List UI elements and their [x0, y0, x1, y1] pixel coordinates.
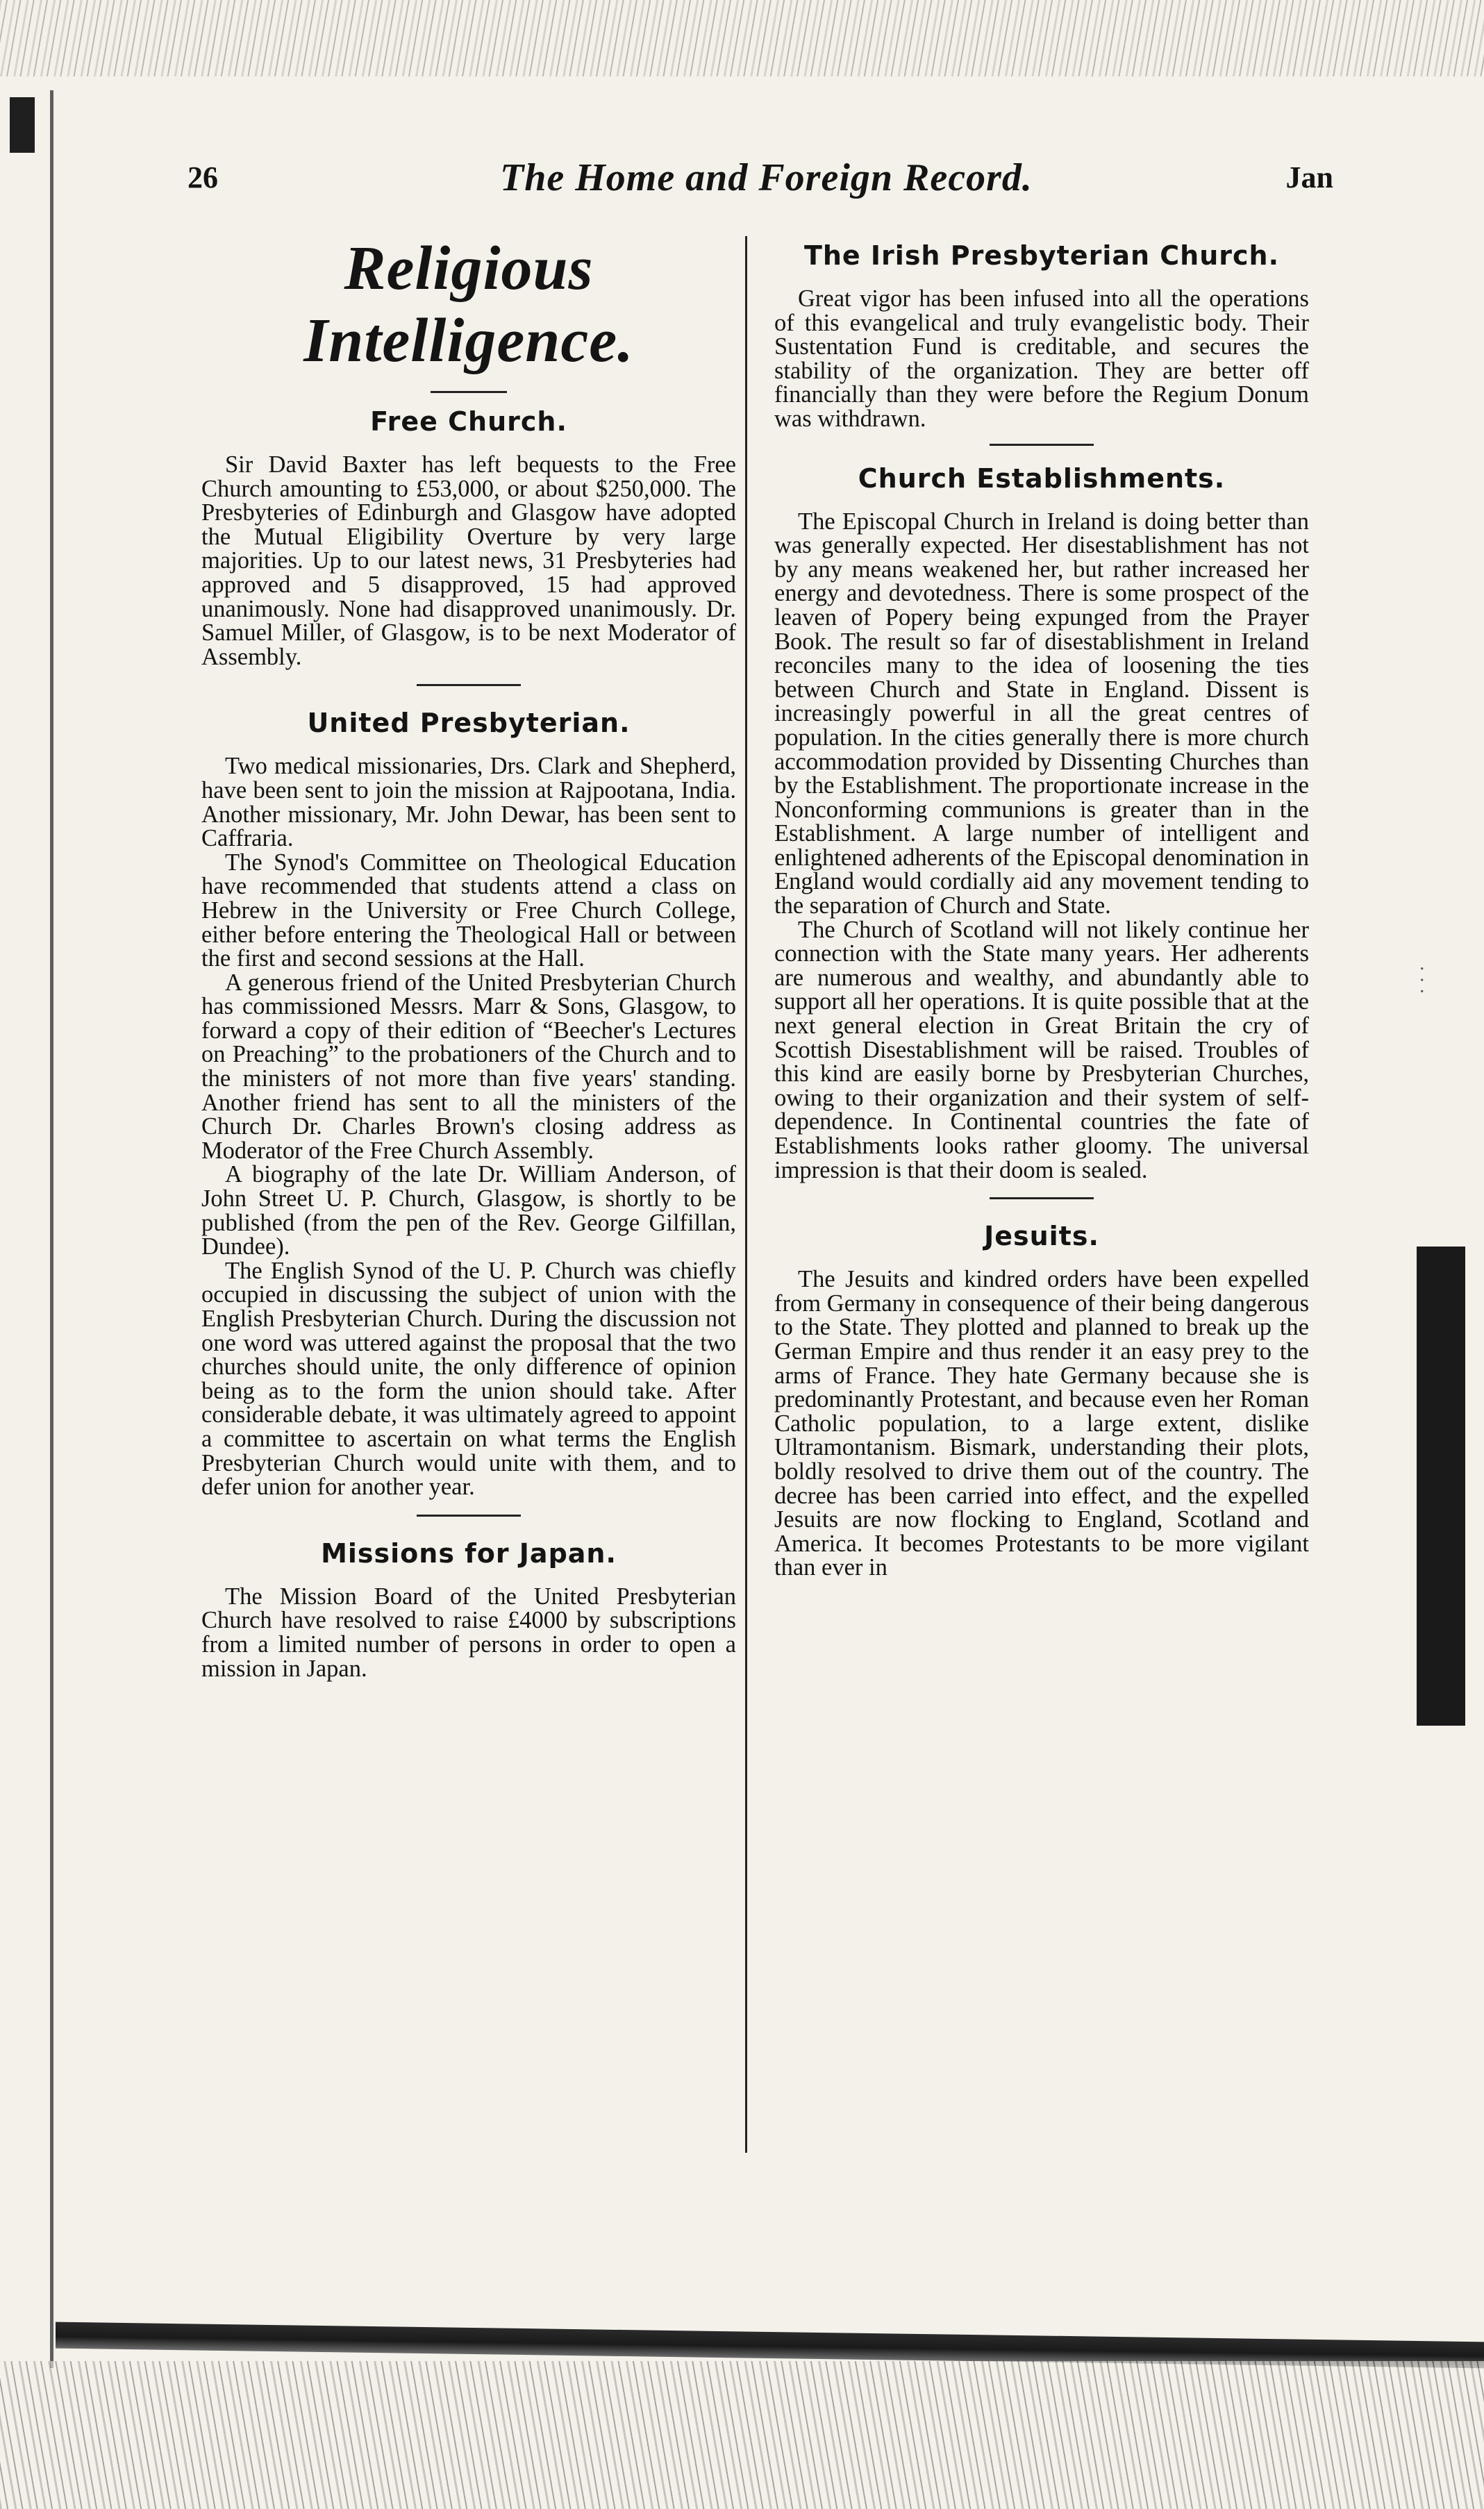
paragraph: Two medical missionaries, Drs. Clark and Shepherd, have been sent to join the mission at Rajpootana, India. Another missionary, Mr. John Dewar, has been sent to Caffraria.	[201, 753, 736, 852]
section-divider	[417, 1515, 521, 1517]
main-heading: Religious Intelligence.	[303, 234, 634, 375]
issue-month: Jan	[1285, 160, 1333, 194]
right-column	[774, 240, 1309, 1580]
paragraph: The Church of Scotland will not likely continue her connection with the State many years. Her adherents are numerous and wealthy, and abundantly able to support all her operations. It is quite possible that at the next general election in Great Britain the cry of Scottish Disestablishment will be raised. Troubles of this kind are easily borne by Presbyterian Churches, owing to their organization and their system of self-dependence. In Continental countries the fate of Establishments looks rather gloomy. The universal impression is that their doom is sealed.	[774, 916, 1309, 1183]
paragraph: The Mission Board of the United Presbyterian Church have resolved to raise £4000 by subscriptions from a limited number of persons in order to open a mission in Japan.	[201, 1583, 736, 1682]
section-divider	[417, 684, 521, 686]
section-heading: Missions for Japan.	[321, 1537, 617, 1569]
paragraph: The Episcopal Church in Ireland is doing better than was generally expected. Her disestablishment has not by any means weakened her, but rather increased her energy and devotedness. There is some prospect of the leaven of Popery being expunged from the Prayer Book. The result so far of disestablishment in Ireland reconciles many to the idea of loosening the ties between Church and State in England. Dissent is increasingly powerful in all the great centres of population. In the cities generally there is more church accommodation provided by Dissenting Churches than by the Establishment. The proportionate increase in the Nonconforming communions is greater than in the Establishment. A large number of intelligent and enlightened adherents of the Episcopal denomination in England would cordially aid any movement tending to the separation of Church and State.	[774, 508, 1309, 919]
section-heading: Jesuits.	[984, 1221, 1099, 1252]
section-heading: United Presbyterian.	[307, 708, 631, 739]
paragraph: The Synod's Committee on Theological Education have recommended that students attend a class on Hebrew in the University or Free Church College, either before entering the Theological Hall or between the first and second sessions at the Hall.	[201, 849, 736, 972]
paragraph: A generous friend of the United Presbyterian Church has commissioned Messrs. Marr & Sons, Glasgow, to forward a copy of their edition of “Beecher's Lectures on Preaching” to the probationers of the Church and to the ministers of not more than five years' standing. Another friend has sent to all the ministers of the Church Dr. Charles Brown's closing address as Moderator of the Free Church Assembly.	[201, 969, 736, 1164]
scan-noise-bottom	[0, 2361, 1484, 2509]
scan-noise-top	[0, 0, 1484, 76]
section-jesuits	[774, 1220, 1309, 1580]
section-heading: Free Church.	[370, 406, 567, 437]
section-united-presbyterian	[201, 707, 736, 1499]
section-heading: Church Establishments.	[858, 462, 1226, 494]
section-heading: The Irish Presbyterian Church.	[803, 240, 1280, 271]
section-church-establishments	[774, 462, 1309, 1183]
section-divider	[990, 444, 1094, 446]
margin-scribble: · · ·	[1410, 965, 1432, 994]
paragraph: The English Synod of the U. P. Church was chiefly occupied in discussing the subject of union with the English Presbyterian Church. During the discussion not one word was uttered against the proposal that the two churches should unite, the only difference of opinion being as to the form the union should take. After considerable debate, it was ultimately agreed to appoint a committee to ascertain on what terms the English Presbyterian Church would unite with them, and to defer union for another year.	[201, 1257, 736, 1501]
paragraph: Sir David Baxter has left bequests to the Free Church amounting to £53,000, or about $250,000. The Presbyteries of Edinburgh and Glasgow have adopted the Mutual Eligibility Overture by very large majorities. Up to our latest news, 31 Presbyteries had approved and 5 disapproved, 15 had approved unanimously. None had disapproved unanimously. Dr. Samuel Miller, of Glasgow, is to be next Moderator of Assembly.	[201, 451, 736, 670]
scan-edge-mark	[10, 97, 35, 153]
left-column	[201, 233, 736, 1681]
column-divider	[745, 236, 747, 2153]
section-divider	[990, 1197, 1094, 1199]
journal-title: The Home and Foreign Record.	[500, 156, 1033, 199]
heading-rule	[431, 391, 507, 393]
paragraph: A biography of the late Dr. William Anderson, of John Street U. P. Church, Glasgow, is shortly to be published (from the pen of the Rev. George Gilfillan, Dundee).	[201, 1161, 736, 1260]
section-free-church	[201, 406, 736, 669]
scan-edge-mark	[1417, 1247, 1465, 1726]
paragraph: Great vigor has been infused into all the operations of this evangelical and truly evangelistic body. Their Sustentation Fund is creditable, and secures the stability of the organization. They are better off financially than they were before the Regium Donum was withdrawn.	[774, 285, 1309, 432]
page-left-border	[50, 90, 53, 2368]
paragraph: The Jesuits and kindred orders have been expelled from Germany in consequence of their being dangerous to the State. They plotted and planned to break up the German Empire and thus render it an easy prey to the arms of France. They hate Germany because she is predominantly Protestant, and because even her Roman Catholic population, to a large extent, dislike Ultramontanism. Bismark, understanding their plots, boldly resolved to drive them out of the country. The decree has been carried into effect, and the expelled Jesuits are now flocking to England, Scotland and America. It becomes Protestants to be more vigilant than ever in	[774, 1266, 1309, 1581]
page-header	[187, 156, 1333, 215]
section-missions-for-japan	[201, 1537, 736, 1681]
page-number: 26	[187, 160, 218, 194]
section-irish-presbyterian-church	[774, 240, 1309, 431]
